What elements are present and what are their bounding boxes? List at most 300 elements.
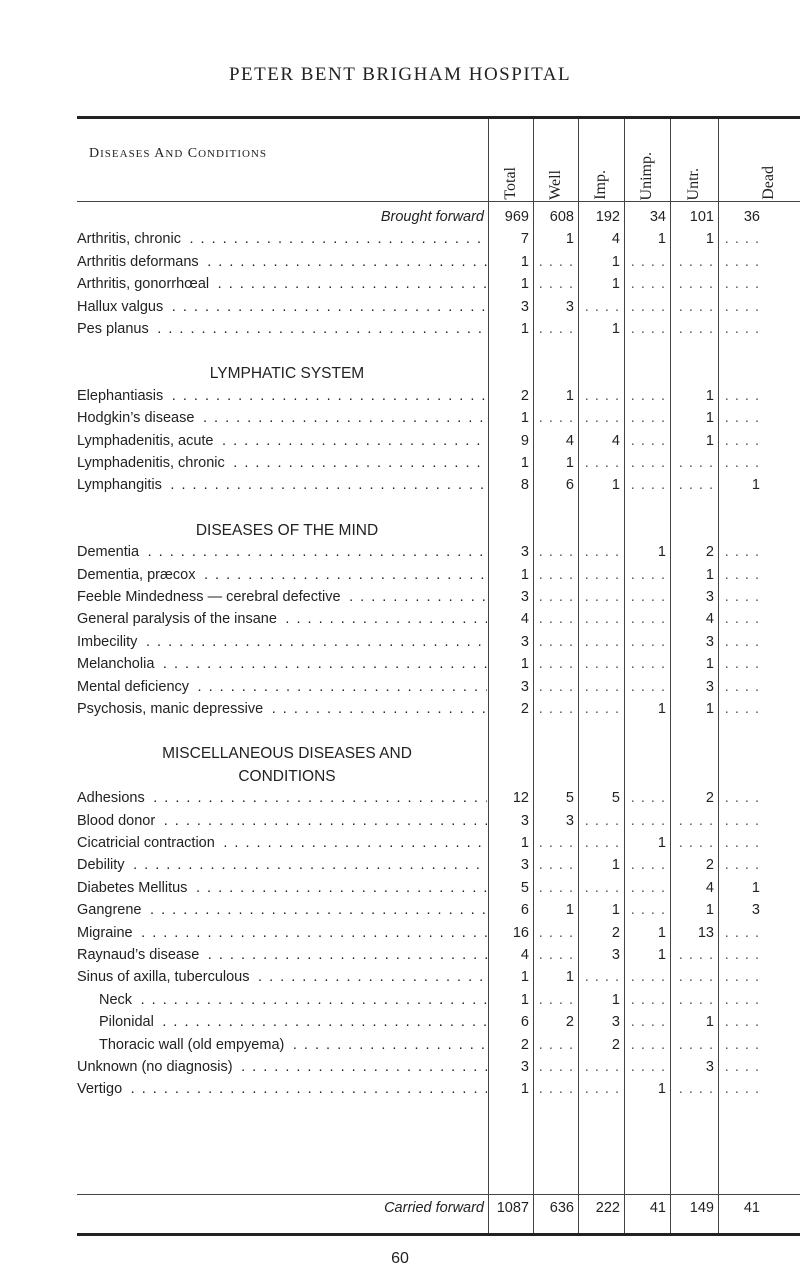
row-label-text: Unknown (no diagnosis) [77,1059,236,1075]
cell-unimp: . . . . [630,857,666,874]
cell-well: 608 [549,209,574,225]
cell-well: . . . . [538,835,574,851]
cell-unimp: . . . . [630,611,666,628]
table-row [77,701,800,723]
column-header-untr [670,130,718,200]
cell-well: 2 [565,1014,574,1031]
cell-total: 3 [520,633,529,650]
cell-unimp: . . . . [630,589,666,605]
cell-total: 16 [512,924,529,941]
cell-total: 4 [520,947,529,963]
table-row [77,254,800,276]
row-label [77,857,487,873]
cell-total: 2 [520,1036,529,1053]
column-header-label: Imp. [592,170,609,200]
page-header: PETER BENT BRIGHAM HOSPITAL [228,64,572,85]
cell-unimp: . . . . [630,812,666,829]
cell-dead: . . . . [724,1081,760,1098]
row-label-text: Hallux valgus [77,299,166,315]
table-title [89,146,267,162]
row-label [77,477,487,493]
cell-total: 9 [520,432,529,449]
table-row [77,656,800,678]
cell-unimp: . . . . [630,656,666,673]
section-heading: DISEASES OF THE MIND [195,521,379,539]
cell-well: . . . . [538,656,574,673]
row-label-text: Feeble Mindedness — cerebral defective [77,589,344,605]
cell-total: 1 [520,835,529,851]
cell-imp: . . . . [584,410,620,427]
cell-untr: . . . . [678,991,714,1008]
row-label-text: Imbecility [77,634,140,650]
table-row [77,589,800,611]
cell-dead: . . . . [724,633,760,650]
cell-total: 1 [520,455,529,471]
cell-untr: 13 [697,924,714,941]
cell-imp: . . . . [584,633,620,650]
cell-dead: . . . . [724,298,760,315]
cell-imp: . . . . [584,1081,620,1098]
table-row [77,1059,800,1081]
cell-unimp: 1 [657,231,666,248]
section-heading: MISCELLANEOUS DISEASES AND [162,745,412,763]
footer-divider [77,1194,800,1195]
cell-well: 1 [565,455,574,471]
cell-total: 6 [520,1014,529,1031]
table-row [77,1081,800,1103]
cell-total: 4 [520,611,529,628]
cell-untr: 2 [705,857,714,874]
row-label-text: Psychosis, manic depressive [77,701,266,717]
table-bottom-rule [77,1233,800,1236]
cell-untr: . . . . [678,812,714,829]
table-row [77,231,800,253]
cell-unimp: . . . . [630,902,666,919]
cell-total: 3 [520,812,529,829]
cell-dead: . . . . [724,387,760,404]
cell-untr: 1 [705,231,714,248]
cell-total: 3 [520,857,529,874]
cell-imp: . . . . [584,455,620,471]
cell-imp: 4 [611,231,620,248]
table-row [77,679,800,701]
column-header-label: Unimp. [638,151,655,200]
cell-imp: . . . . [584,812,620,829]
cell-imp: . . . . [584,387,620,404]
cell-untr: 1 [705,902,714,919]
row-label [77,567,487,583]
cell-unimp: . . . . [630,410,666,427]
row-label-text: Gangrene [77,902,145,918]
cell-well: . . . . [538,857,574,874]
table-row [77,567,800,589]
row-label-text: Arthritis deformans [77,254,202,270]
cell-well: . . . . [538,1059,574,1075]
cell-dead: . . . . [724,1014,760,1031]
cell-unimp: . . . . [630,321,666,337]
cell-well: . . . . [538,253,574,270]
cell-well: 1 [565,231,574,248]
row-label-text: Adhesions [77,790,148,806]
cell-unimp: . . . . [630,432,666,449]
cell-imp: . . . . [584,611,620,628]
table-row [77,857,800,879]
table-title-text: DISEASES AND CONDITIONS [89,146,267,161]
row-label-text: Migraine [77,925,136,941]
cell-untr: . . . . [678,969,714,986]
column-header-label: Untr. [685,167,702,200]
row-label-text: Vertigo [77,1081,125,1097]
cell-unimp: 1 [657,544,666,561]
cell-imp: . . . . [584,701,620,717]
cell-dead: . . . . [724,231,760,248]
cell-dead: . . . . [724,656,760,673]
cell-imp: . . . . [584,678,620,695]
cell-untr: . . . . [678,477,714,494]
row-label [77,611,487,627]
cell-dead: . . . . [724,678,760,695]
row-label-text: Lymphangitis [77,477,165,493]
row-label-text: Blood donor [77,813,158,829]
cell-dead: . . . . [724,924,760,941]
row-label [77,813,487,829]
cell-total: 1 [520,276,529,293]
cell-unimp: 1 [657,947,666,963]
cell-dead: . . . . [724,790,760,807]
row-label-text: Melancholia [77,656,157,672]
row-label [77,254,487,270]
row-label [77,1037,487,1053]
cell-unimp: . . . . [630,790,666,807]
row-label-text: Mental deficiency [77,679,192,695]
cell-untr: 3 [705,589,714,605]
row-label-text: Dementia [77,544,142,560]
cell-imp: 3 [611,1014,620,1031]
cell-unimp: 1 [657,701,666,717]
cell-imp: 2 [611,1036,620,1053]
cell-imp: . . . . [584,1059,620,1075]
row-label [77,656,487,672]
cell-unimp: . . . . [630,387,666,404]
row-label-text: Brought forward [381,209,487,225]
cell-total: 1 [520,656,529,673]
column-header-well [533,130,578,200]
cell-untr: 3 [705,1059,714,1075]
cell-well: 636 [549,1200,574,1216]
column-header-label: Dead [760,166,777,200]
cell-well: 3 [565,812,574,829]
cell-dead: . . . . [724,276,760,293]
cell-unimp: . . . . [630,1059,666,1075]
row-label-text: Diabetes Mellitus [77,880,190,896]
cell-well: . . . . [538,701,574,717]
cell-dead: 1 [751,879,760,896]
cell-total: 7 [520,231,529,248]
table-row [77,902,800,924]
row-label [77,992,487,1008]
table-row [77,1014,800,1036]
cell-imp: . . . . [584,589,620,605]
cell-unimp: . . . . [630,633,666,650]
cell-dead: . . . . [724,991,760,1008]
cell-well: 5 [565,790,574,807]
cell-untr: 4 [705,879,714,896]
cell-unimp: . . . . [630,879,666,896]
cell-well: . . . . [538,589,574,605]
cell-total: 3 [520,544,529,561]
row-label [77,1200,487,1216]
section-heading: CONDITIONS [238,767,336,785]
cell-imp: 192 [595,209,620,225]
row-label [77,947,487,963]
cell-untr: 1 [705,566,714,583]
table-row [77,433,800,455]
cell-untr: . . . . [678,835,714,851]
cell-untr: 1 [705,432,714,449]
cell-total: 1 [520,253,529,270]
row-label-text: Elephantiasis [77,388,166,404]
cell-unimp: . . . . [630,991,666,1008]
cell-untr: . . . . [678,1081,714,1098]
row-label [77,544,487,560]
cell-imp: 1 [611,477,620,494]
cell-total: 1 [520,969,529,986]
cell-imp: 3 [611,947,620,963]
row-label-text: Dementia, præcox [77,567,198,583]
cell-total: 1 [520,1081,529,1098]
cell-dead: . . . . [724,544,760,561]
cell-total: 6 [520,902,529,919]
cell-unimp: . . . . [630,477,666,494]
table-row [77,969,800,991]
column-header-dead [718,130,800,200]
cell-imp: 1 [611,991,620,1008]
table-row [77,455,800,477]
cell-well: . . . . [538,991,574,1008]
carried-forward-row [77,1200,800,1222]
cell-imp: 1 [611,253,620,270]
cell-dead: . . . . [724,835,760,851]
cell-untr: 101 [689,209,714,225]
cell-unimp: 41 [649,1200,666,1216]
row-label [77,1059,487,1075]
cell-untr: . . . . [678,947,714,963]
cell-dead: . . . . [724,589,760,605]
table-row [77,925,800,947]
cell-imp: 1 [611,857,620,874]
cell-total: 969 [504,209,529,225]
cell-dead: . . . . [724,701,760,717]
table-row [77,611,800,633]
cell-untr: . . . . [678,1036,714,1053]
cell-imp: . . . . [584,566,620,583]
cell-total: 5 [520,879,529,896]
cell-unimp: . . . . [630,455,666,471]
row-label [77,925,487,941]
cell-imp: 222 [595,1200,620,1216]
cell-unimp: . . . . [630,253,666,270]
cell-total: 1087 [496,1200,529,1216]
row-label [77,969,487,985]
cell-untr: 1 [705,387,714,404]
cell-unimp: 34 [649,209,666,225]
cell-untr: . . . . [678,298,714,315]
cell-total: 3 [520,589,529,605]
cell-well: 1 [565,969,574,986]
row-label [77,835,487,851]
row-label-text: Thoracic wall (old empyema) [99,1037,287,1053]
row-label [77,455,487,471]
row-label-text: Hodgkin’s disease [77,410,197,426]
cell-well: . . . . [538,611,574,628]
cell-total: 8 [520,477,529,494]
cell-dead: 1 [751,477,760,494]
row-label [77,1081,487,1097]
cell-dead: . . . . [724,566,760,583]
cell-untr: . . . . [678,321,714,337]
cell-imp: . . . . [584,544,620,561]
cell-unimp: 1 [657,835,666,851]
column-header-total [488,130,533,200]
cell-unimp: . . . . [630,276,666,293]
cell-untr: 2 [705,544,714,561]
cell-untr: . . . . [678,276,714,293]
cell-dead: . . . . [724,432,760,449]
table-row [77,410,800,432]
row-label [77,433,487,449]
cell-well: . . . . [538,1036,574,1053]
cell-dead: . . . . [724,611,760,628]
cell-untr: 1 [705,1014,714,1031]
cell-dead: . . . . [724,947,760,963]
row-label-text: Arthritis, chronic [77,231,184,247]
column-header-label: Well [546,170,564,200]
cell-dead: . . . . [724,1059,760,1075]
cell-imp: 1 [611,902,620,919]
column-header-label: Total [501,167,519,200]
page-number: 60 [391,1250,409,1267]
table-row [77,299,800,321]
row-label-text: Arthritis, gonorrhœal [77,276,212,292]
cell-unimp: 1 [657,924,666,941]
row-label-text: Debility [77,857,128,873]
cell-total: 12 [512,790,529,807]
row-label [77,679,487,695]
row-label [77,410,487,426]
row-label-text: Neck [99,992,135,1008]
cell-dead: . . . . [724,812,760,829]
cell-unimp: . . . . [630,1014,666,1031]
table-row [77,1037,800,1059]
row-label [77,231,487,247]
row-label [77,701,487,717]
cell-imp: . . . . [584,298,620,315]
cell-imp: . . . . [584,969,620,986]
cell-dead: . . . . [724,969,760,986]
cell-total: 1 [520,991,529,1008]
table-row [77,388,800,410]
cell-unimp: . . . . [630,298,666,315]
table-row [77,321,800,343]
cell-total: 3 [520,1059,529,1075]
table-row [77,992,800,1014]
section-heading: LYMPHATIC SYSTEM [209,365,365,383]
row-label [77,790,487,806]
column-header-imp [578,130,624,200]
cell-imp: . . . . [584,879,620,896]
cell-untr: . . . . [678,253,714,270]
row-label [77,589,487,605]
cell-well: . . . . [538,947,574,963]
cell-dead: . . . . [724,1036,760,1053]
row-label-text: Carried forward [384,1200,487,1216]
row-label-text: Sinus of axilla, tuberculous [77,969,253,985]
table-row [77,477,800,499]
row-label-text: Pilonidal [99,1014,157,1030]
row-label [77,634,487,650]
cell-imp: 1 [611,321,620,337]
cell-total: 1 [520,321,529,337]
cell-well: . . . . [538,879,574,896]
cell-dead: . . . . [724,253,760,270]
row-label-text: Cicatricial contraction [77,835,218,851]
cell-untr: 3 [705,633,714,650]
row-label-text: General paralysis of the insane [77,611,280,627]
cell-well: . . . . [538,544,574,561]
cell-unimp: 1 [657,1081,666,1098]
table-row [77,276,800,298]
cell-untr: 1 [705,656,714,673]
cell-untr: 3 [705,678,714,695]
cell-unimp: . . . . [630,1036,666,1053]
cell-imp: 1 [611,276,620,293]
cell-imp: 2 [611,924,620,941]
cell-well: . . . . [538,1081,574,1098]
cell-well: 4 [565,432,574,449]
cell-well: . . . . [538,276,574,293]
cell-untr: 4 [705,611,714,628]
cell-well: 1 [565,387,574,404]
cell-untr: 1 [705,410,714,427]
row-label [77,902,487,918]
cell-dead: . . . . [724,857,760,874]
row-label [77,321,487,337]
cell-dead: . . . . [724,321,760,337]
cell-total: 2 [520,387,529,404]
row-label [77,299,487,315]
cell-untr: 2 [705,790,714,807]
table-row [77,835,800,857]
cell-dead: 36 [743,209,760,225]
cell-untr: 149 [689,1200,714,1216]
cell-well: . . . . [538,410,574,427]
cell-well: 1 [565,902,574,919]
cell-total: 3 [520,678,529,695]
cell-total: 3 [520,298,529,315]
cell-dead: . . . . [724,455,760,471]
row-label [77,880,487,896]
cell-well: . . . . [538,566,574,583]
cell-total: 1 [520,566,529,583]
row-label [77,388,487,404]
cell-untr: 1 [705,701,714,717]
brought-forward-row [77,209,800,231]
cell-well: . . . . [538,321,574,337]
column-header-unimp [624,130,670,200]
cell-total: 1 [520,410,529,427]
row-label-text: Lymphadenitis, acute [77,433,217,449]
row-label-text: Pes planus [77,321,152,337]
